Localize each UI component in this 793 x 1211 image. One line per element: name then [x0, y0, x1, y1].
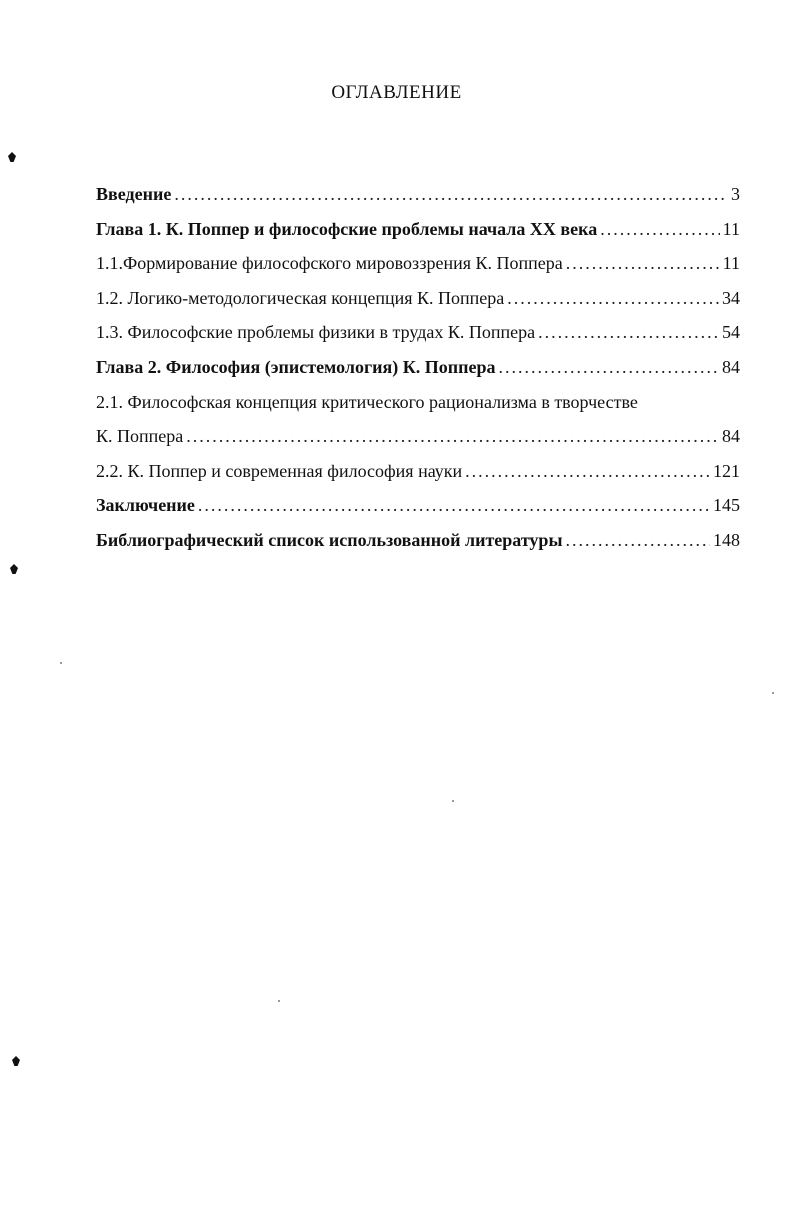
toc-entry: [96, 530, 740, 565]
toc-entry-page: 148: [713, 529, 740, 550]
toc-entry-label: Библиографический список использованной литературы: [96, 529, 563, 550]
toc-entry-label: К. Поппера: [96, 426, 184, 447]
toc-entry: [96, 253, 740, 288]
toc-entry: [96, 184, 740, 219]
binding-mark: [12, 1056, 20, 1066]
toc-dot-leader: [198, 495, 710, 516]
toc-entry: [96, 392, 740, 427]
toc-entry-label: Заключение: [96, 495, 195, 516]
toc-entry-page: 84: [722, 426, 740, 447]
toc-dot-leader: [186, 426, 719, 447]
toc-entry-page: 3: [731, 184, 740, 204]
toc-entry-label: Глава 1. К. Поппер и философские проблемы начала XX века: [96, 218, 598, 239]
toc-entry-page: 54: [722, 322, 740, 343]
scan-speck: [772, 692, 774, 694]
toc-entry: [96, 322, 740, 357]
toc-entry-label: 1.1.Формирование философского мировоззрения К. Поппера: [96, 253, 563, 274]
toc-dot-leader: [566, 530, 711, 551]
binding-mark: [10, 564, 18, 574]
scan-speck: [60, 662, 62, 664]
toc-entry-page: 145: [713, 495, 740, 516]
toc-entry-label: 1.2. Логико-методологическая концепция К. Поппера: [96, 287, 505, 308]
toc-entry-page: 11: [722, 218, 740, 239]
toc-dot-leader: [600, 219, 719, 240]
toc-entry-label: Глава 2. Философия (эпистемология) К. Поппера: [96, 356, 496, 377]
toc-entry-label: 1.3. Философские проблемы физики в трудах К. Поппера: [96, 322, 536, 343]
toc-entry: [96, 357, 740, 392]
toc-entry-page: 84: [722, 356, 740, 377]
toc-dot-leader: [566, 253, 720, 274]
table-of-contents: [96, 184, 740, 565]
scan-speck: [452, 800, 454, 802]
toc-entry-label: 2.2. К. Поппер и современная философия науки: [96, 460, 463, 481]
toc-entry-page: 34: [722, 287, 740, 308]
toc-dot-leader: [507, 288, 719, 309]
toc-entry: [96, 461, 740, 496]
toc-entry: [96, 426, 740, 461]
toc-dot-leader: [174, 184, 728, 205]
toc-dot-leader: [499, 357, 719, 378]
scan-speck: [278, 1000, 280, 1002]
toc-entry: [96, 219, 740, 254]
toc-dot-leader: [538, 322, 719, 343]
toc-dot-leader: [465, 461, 710, 482]
binding-mark: [8, 152, 16, 162]
toc-entry-page: 121: [713, 460, 740, 481]
toc-entry: [96, 495, 740, 530]
toc-entry-label: 2.1. Философская концепция критического рационализма в творчестве: [96, 391, 638, 412]
toc-entry: [96, 288, 740, 323]
page-title: ОГЛАВЛЕНИЕ: [331, 82, 462, 103]
toc-entry-page: 11: [722, 253, 740, 274]
toc-entry-label: Введение: [96, 184, 172, 204]
